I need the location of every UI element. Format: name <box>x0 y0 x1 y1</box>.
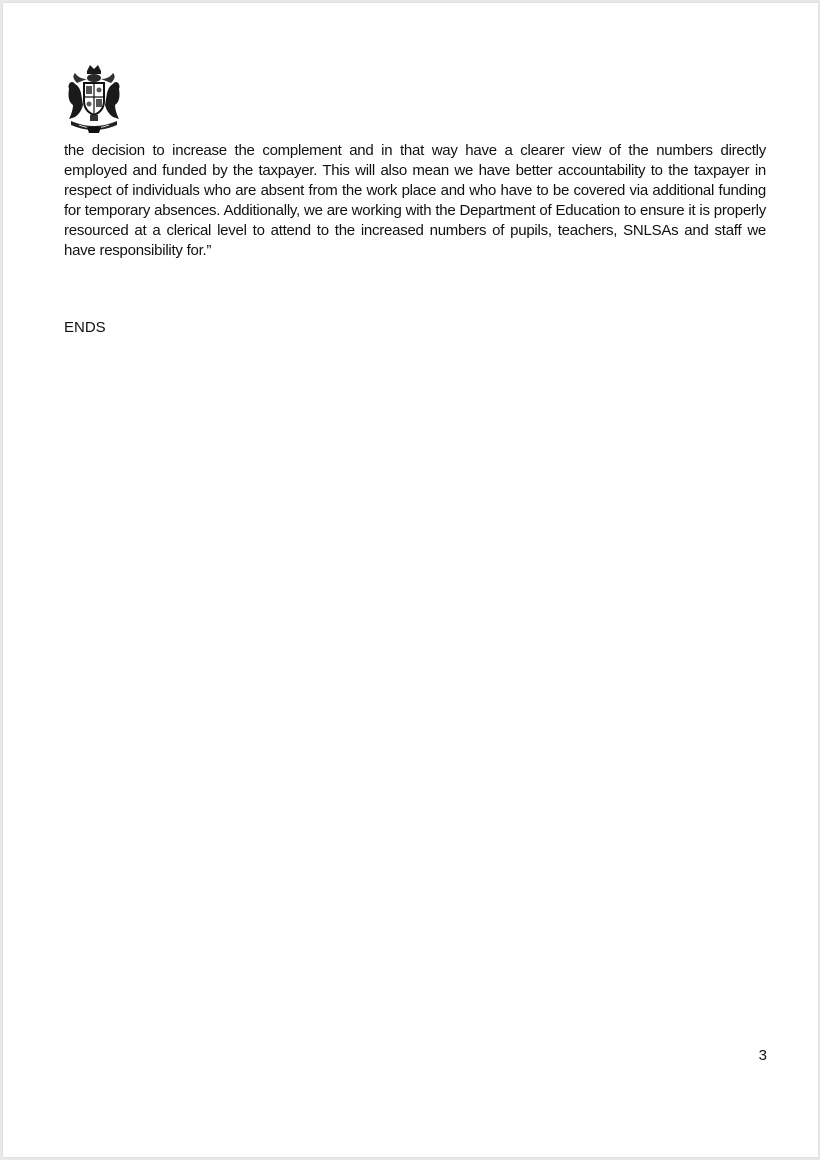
page-number: 3 <box>758 1047 767 1064</box>
document-page <box>3 3 818 1157</box>
body-paragraph: the decision to increase the complement and in that way have a clearer view of the numbers directly employed and funded by the taxpayer. This will also mean we have better accountability to the taxpayer in respect of individuals who are absent from the work place and who have to be covered via additional funding for temporary absences. Additionally, we are working with the Department of Education to ensure it is properly resourced at a clerical level to attend to the increased numbers of pupils, teachers, SNLSAs and staff we have responsibility for.” <box>64 142 766 259</box>
ends-marker: ENDS <box>64 319 106 336</box>
coat-of-arms-icon <box>63 61 125 137</box>
